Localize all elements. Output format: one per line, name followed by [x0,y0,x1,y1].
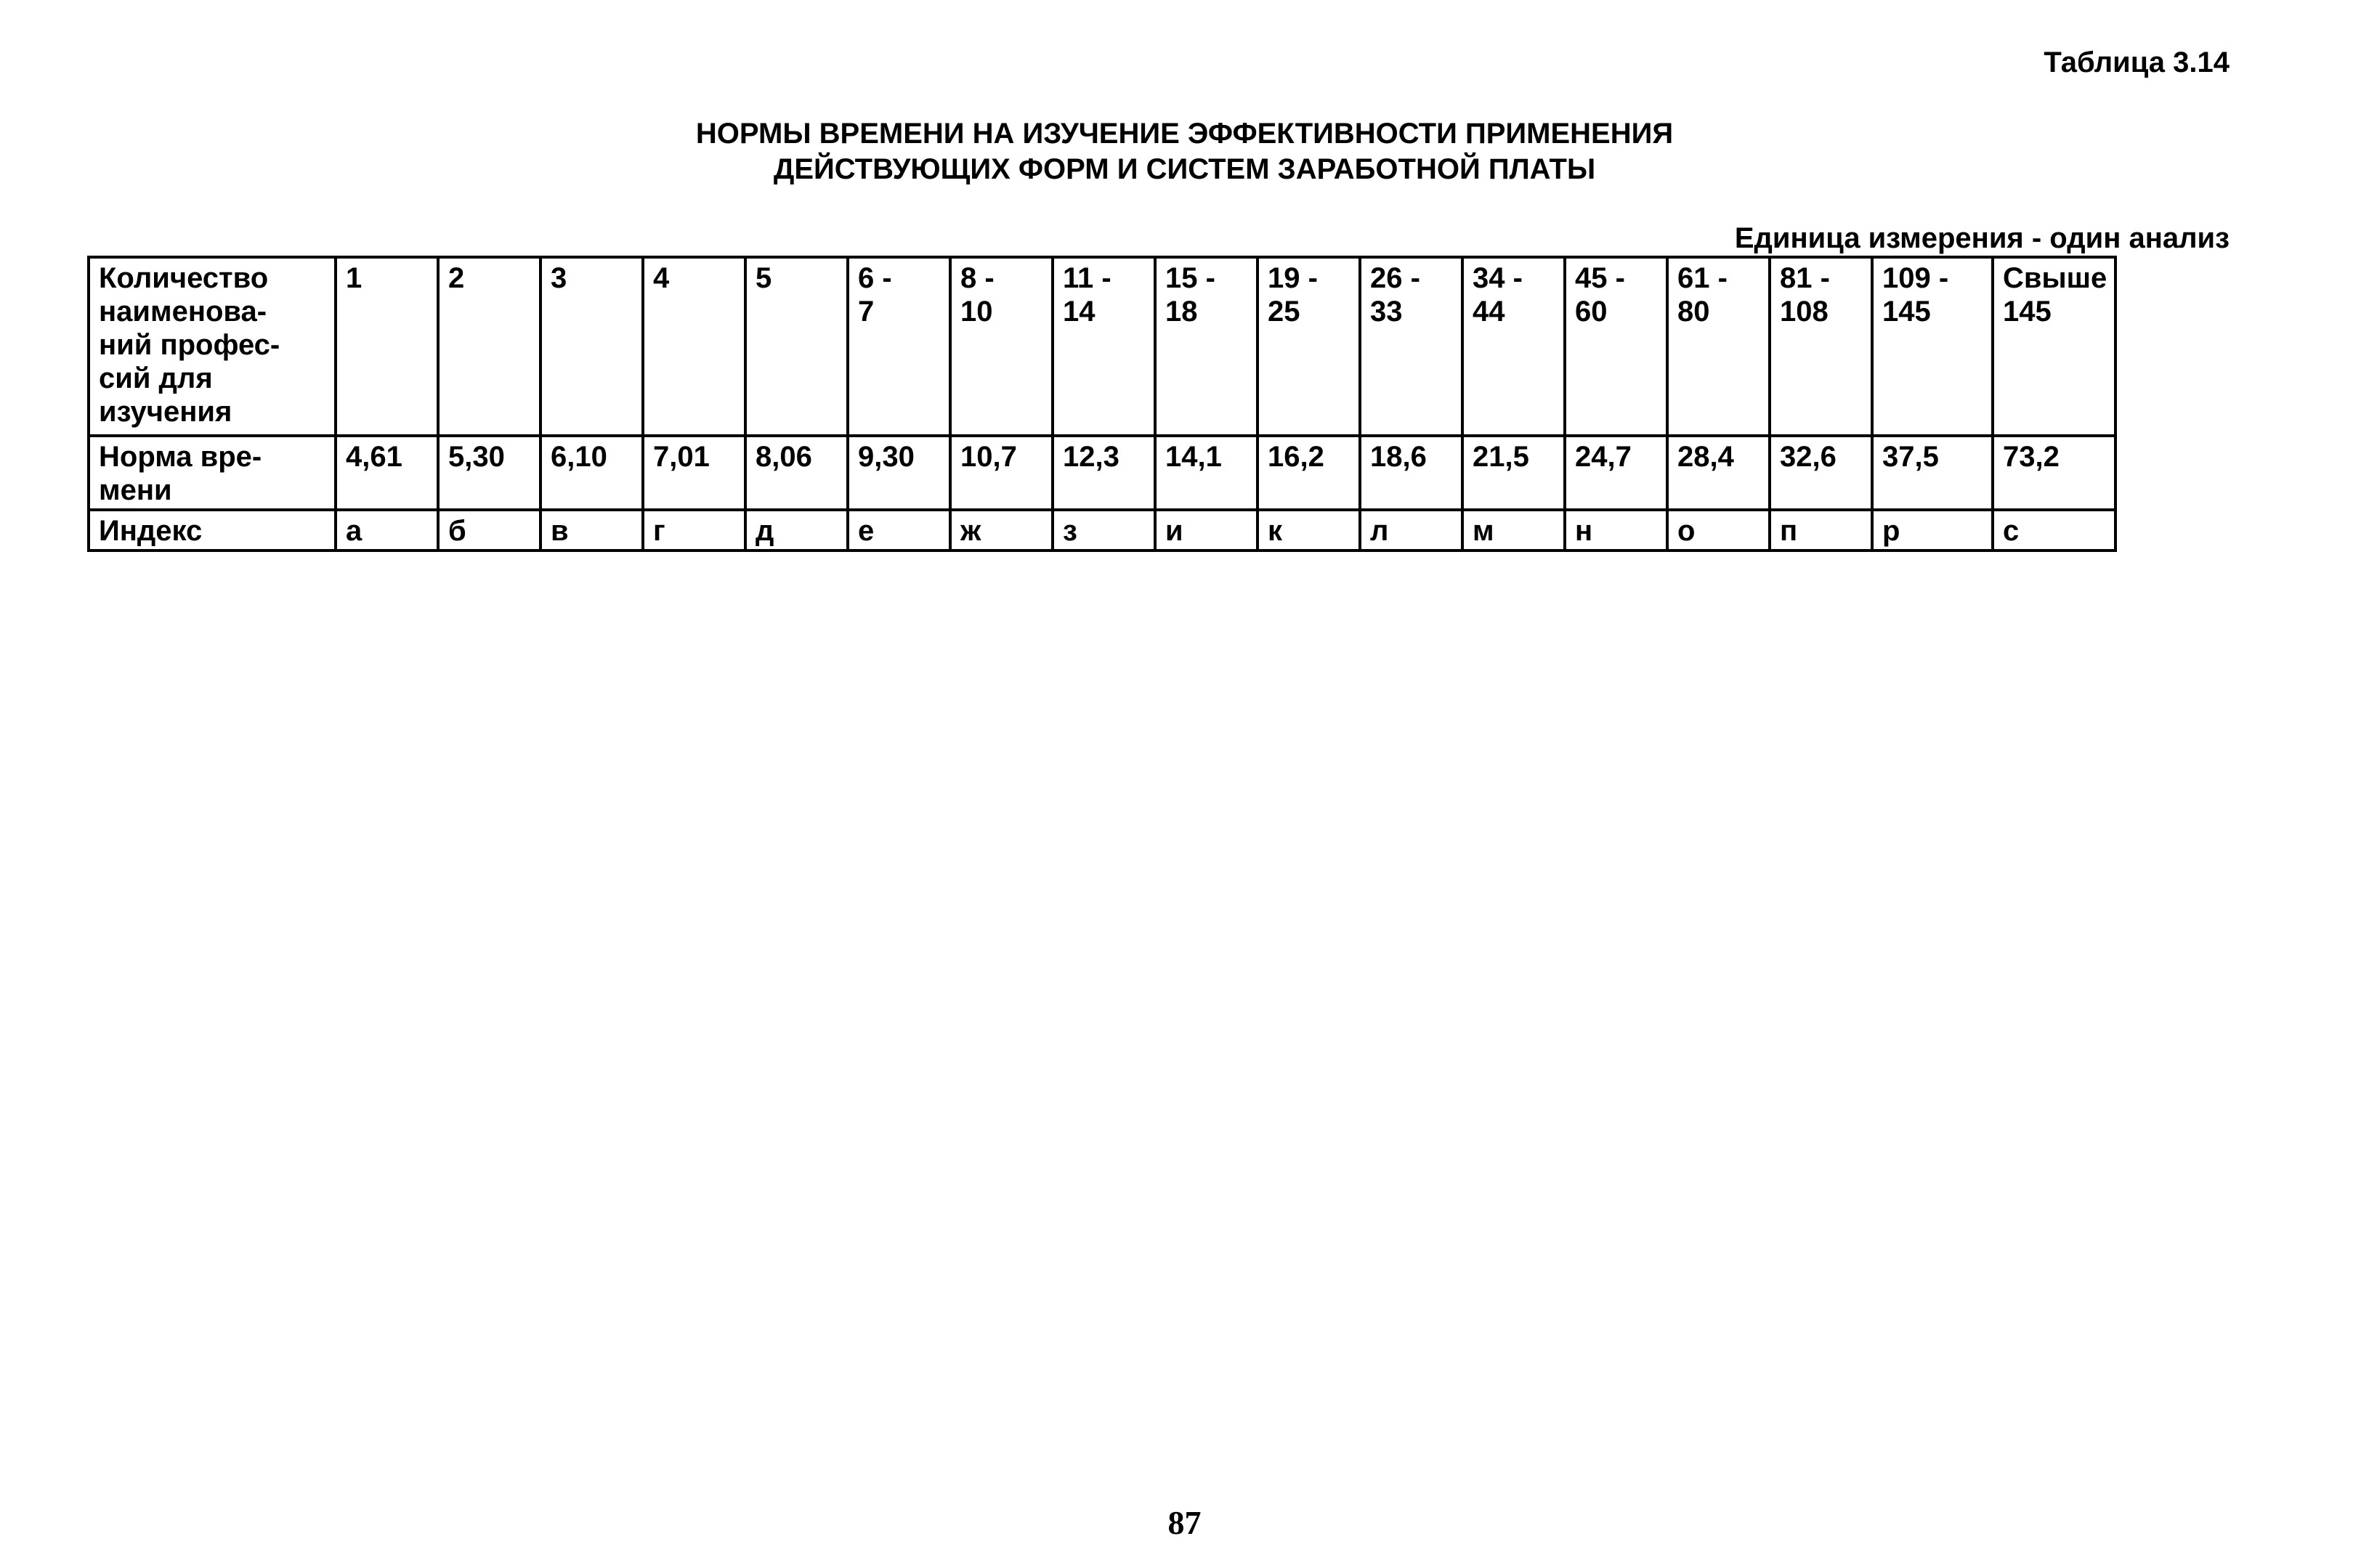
cell-line: г [653,515,665,547]
cell-line: 9,30 [858,441,915,473]
table-cell [1053,510,1155,551]
table-cell [540,436,643,510]
cell-line: 4,61 [346,441,402,473]
table-cell [1360,510,1462,551]
cell-line: 33 [1370,296,1403,328]
table-cell [1667,257,1770,436]
cell-line: 19 - [1268,262,1318,294]
table-cell [1993,257,2115,436]
cell-line: 80 [1677,296,1710,328]
page-number: 87 [1167,1504,1202,1541]
cell-line: 32,6 [1780,441,1837,473]
cell-line: 10,7 [960,441,1017,473]
cell-line: 8,06 [756,441,812,473]
cell-line: 5,30 [448,441,505,473]
table-cell [1155,257,1258,436]
cell-line: 18 [1165,296,1198,328]
table-cell [643,257,745,436]
cell-line: 60 [1575,296,1608,328]
cell-line: 34 - [1473,262,1523,294]
index-row [89,510,2115,551]
table-cell [438,510,540,551]
cell-line: 5 [756,262,772,294]
row-header-line: мени [99,474,172,506]
cell-line: 16,2 [1268,441,1324,473]
table-cell [1993,510,2115,551]
table-cell [745,257,848,436]
table-cell [950,510,1053,551]
table-cell [848,436,950,510]
cell-line: ж [960,515,981,547]
cell-line: д [756,515,774,547]
cell-line: в [551,515,569,547]
table-cell [950,257,1053,436]
row-header-cell [89,510,336,551]
cell-line: 21,5 [1473,441,1529,473]
row-header-line: Норма вре- [99,441,262,473]
time-norms-table [87,256,2117,552]
cell-line: р [1882,515,1900,547]
table-cell [1872,436,1993,510]
table-cell [1667,436,1770,510]
cell-line: 108 [1780,296,1829,328]
cell-line: 14,1 [1165,441,1222,473]
cell-line: з [1063,515,1077,547]
cell-line: 6 - [858,262,892,294]
table-cell [1565,257,1667,436]
row-header-cell [89,436,336,510]
cell-line: 8 - [960,262,995,294]
table-cell [438,436,540,510]
table-cell [1872,510,1993,551]
table-cell [1053,257,1155,436]
table-cell [950,436,1053,510]
table-cell [643,436,745,510]
table-cell [848,510,950,551]
table-cell [745,436,848,510]
cell-line: 7,01 [653,441,710,473]
table-cell [643,510,745,551]
table-cell [1258,257,1360,436]
cell-line: к [1268,515,1283,547]
row-header-line: наименова- [99,296,267,328]
cell-line: с [2003,515,2020,547]
cell-line: Свыше [2003,262,2107,294]
cell-line: 28,4 [1677,441,1734,473]
cell-line: 12,3 [1063,441,1119,473]
title-line: НОРМЫ ВРЕМЕНИ НА ИЗУЧЕНИЕ ЭФФЕКТИВНОСТИ ПРИМЕНЕНИЯ [695,118,1674,150]
table-number-label: Таблица 3.14 [2044,46,2230,78]
table-cell [1770,510,1872,551]
unit-of-measure-note: Единица измерения - один анализ [1734,222,2230,254]
title-line: ДЕЙСТВУЮЩИХ ФОРМ И СИСТЕМ ЗАРАБОТНОЙ ПЛАТЫ [773,153,1596,185]
cell-line: 15 - [1165,262,1215,294]
cell-line: 14 [1063,296,1096,328]
cell-line: 145 [2003,296,2052,328]
cell-line: м [1473,515,1494,547]
table-cell [1462,257,1565,436]
table-cell [1565,510,1667,551]
table-cell [1155,510,1258,551]
cell-line: 4 [653,262,670,294]
row-header-line: Индекс [99,515,203,547]
cell-line: 109 - [1882,262,1949,294]
cell-line: 1 [346,262,363,294]
table-cell [438,257,540,436]
table-cell [1462,436,1565,510]
table-cell [1053,436,1155,510]
row-header-cell [89,257,336,436]
table-cell [1993,436,2115,510]
table-cell [1770,436,1872,510]
cell-line: л [1370,515,1389,547]
table-cell [1872,257,1993,436]
cell-line: 81 - [1780,262,1830,294]
cell-line: 45 - [1575,262,1625,294]
cell-line: 18,6 [1370,441,1427,473]
cell-line: б [448,515,466,547]
table-cell [1360,257,1462,436]
time-norm-row [89,436,2115,510]
cell-line: 44 [1473,296,1505,328]
cell-line: н [1575,515,1593,547]
table-cell [1565,436,1667,510]
cell-line: е [858,515,875,547]
profession-count-row [89,257,2115,436]
table-cell [540,510,643,551]
cell-line: и [1165,515,1183,547]
table-cell [848,257,950,436]
cell-line: 24,7 [1575,441,1632,473]
cell-line: 25 [1268,296,1300,328]
cell-line: 73,2 [2003,441,2060,473]
cell-line: 145 [1882,296,1931,328]
table-cell [1462,510,1565,551]
table-title [0,116,2369,187]
table-cell [1360,436,1462,510]
cell-line: 7 [858,296,875,328]
cell-line: 2 [448,262,465,294]
table-cell [336,257,438,436]
cell-line: 26 - [1370,262,1420,294]
cell-line: 10 [960,296,993,328]
row-header-line: сий для [99,362,213,394]
table-cell [1155,436,1258,510]
cell-line: 61 - [1677,262,1728,294]
table-cell [745,510,848,551]
table-cell [336,436,438,510]
table-cell [336,510,438,551]
table-cell [1258,510,1360,551]
table-cell [1258,436,1360,510]
table-cell [540,257,643,436]
cell-line: 37,5 [1882,441,1939,473]
row-header-line: ний профес- [99,329,280,361]
row-header-line: Количество [99,262,269,294]
cell-line: 11 - [1063,262,1111,294]
cell-line: п [1780,515,1798,547]
cell-line: а [346,515,363,547]
table-cell [1667,510,1770,551]
table-cell [1770,257,1872,436]
cell-line: о [1677,515,1696,547]
cell-line: 6,10 [551,441,607,473]
cell-line: 3 [551,262,567,294]
row-header-line: изучения [99,396,232,428]
